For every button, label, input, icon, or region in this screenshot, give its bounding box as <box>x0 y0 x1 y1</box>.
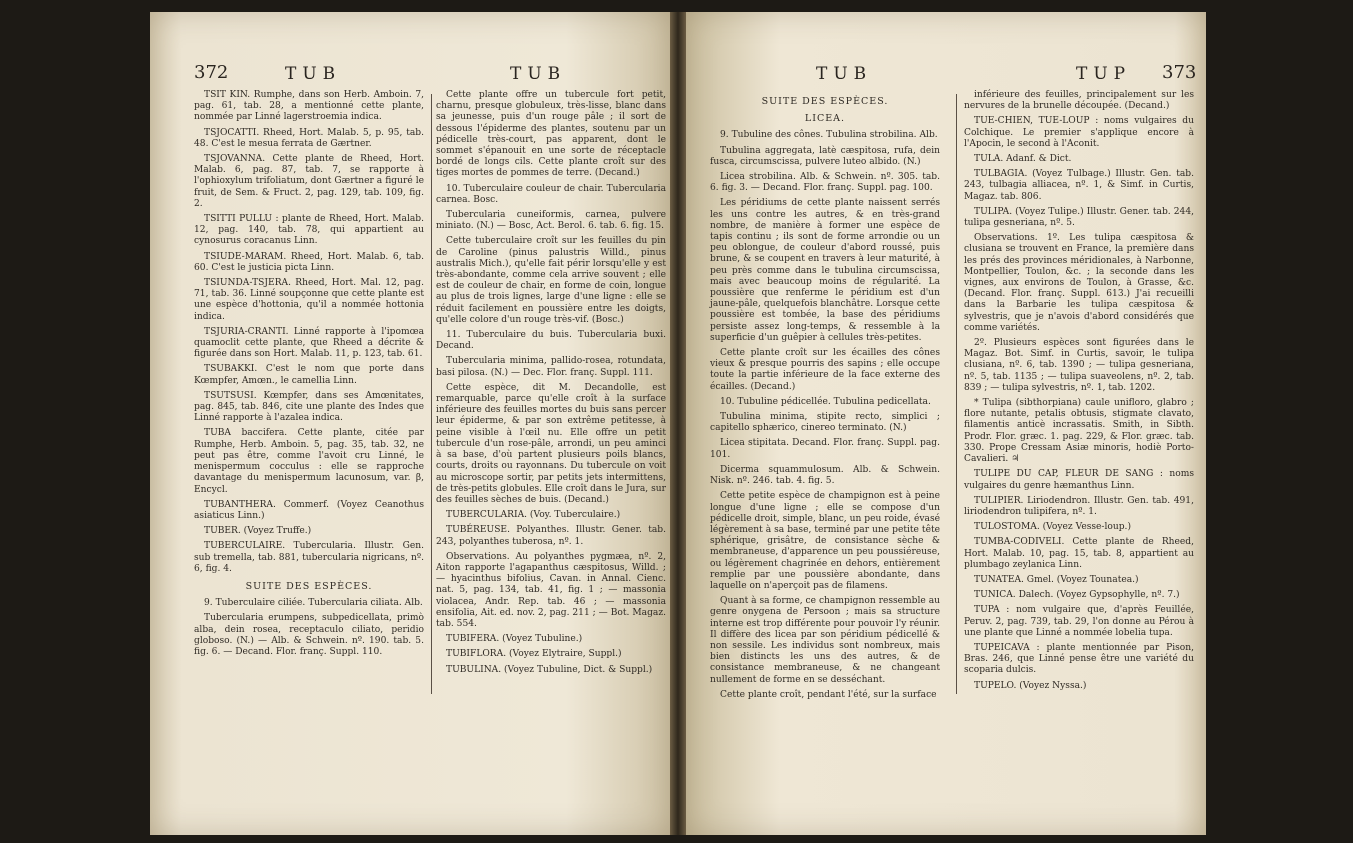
entry-paragraph: TUBA baccifera. Cette plante, citée par Rumphe, Herb. Amboin. 5, pag. 35, tab. 32, ne peut pas être, comme l'avoit cru Linné, le menispermum cocculus : elle se rapproche davantage du menispermum lacunosum, var. β, Encycl. <box>194 428 424 495</box>
entry-paragraph: TSUBAKKI. C'est le nom que porte dans Kœmpfer, Amœn., le camellia Linn. <box>194 364 424 386</box>
right-column-1 <box>710 90 940 705</box>
entry-paragraph: Tubercularia erumpens, subpedicellata, primò alba, dein rosea, receptaculo ciliato, peridio globoso. (N.) — Alb. & Schwein. nº. 190. tab. 5. fig. 6. — Decand. Flor. franç. Suppl. 110. <box>194 613 424 657</box>
entry-paragraph: Dicerma squammulosum. Alb. & Schwein. Nisk. nº. 246. tab. 4. fig. 5. <box>710 464 940 487</box>
right-page-number: 373 <box>1162 62 1197 83</box>
entry-paragraph: TUBERCULAIRE. Tubercularia. Illustr. Gen. sub tremella, tab. 881, tubercularia nigricans, nº. 6, fig. 4. <box>194 541 424 574</box>
entry-paragraph: TUBÉREUSE. Polyanthes. Illustr. Gener. tab. 243, polyanthes tuberosa, nº. 1. <box>436 525 666 547</box>
entry-paragraph: TULOSTOMA. (Voyez Vesse-loup.) <box>974 522 1131 533</box>
entry-paragraph: TUMBA-CODIVELI. Cette plante de Rheed, Hort. Malab. 10, pag. 15, tab. 8, appartient au plumbago zeylanica Linn. <box>964 537 1194 570</box>
entry-paragraph: 2º. Plusieurs espèces sont figurées dans le Magaz. Bot. Simf. in Curtis, savoir, le tulipa clusiana, nº. 6, tab. 1390 ; — tulipa gesneriana, nº. 5, tab. 1135 ; — tulipa suaveolens, nº. 2, tab. 839 ; — tulipa sylvestris, nº. 1, tab. 1202. <box>964 338 1194 393</box>
entry-paragraph: 10. Tuberculaire couleur de chair. Tubercularia carnea. Bosc. <box>436 183 666 205</box>
entry-paragraph: TUPA : nom vulgaire que, d'après Feuillée, Peruv. 2, pag. 739, tab. 29, l'on donne au Pérou à une plante que Linné a nommée lobelia tupa. <box>964 605 1194 638</box>
entry-paragraph: TUBIFERA. (Voyez Tubuline.) <box>446 634 583 645</box>
entry-paragraph: Cette tuberculaire croît sur les feuilles du pin de Caroline (pinus palustris Willd., pinus australis Mich.), qu'elle fait périr lorsqu'elle y est très-abondante, comme cela arrive souvent ; elle est de couleur de chair, en forme de coin, longue au plus de trois lignes, large d'une ligne : elle se réduit facilement en poussière entre les doigts, qu'elle colore d'un rouge très-vif. (Bosc.) <box>436 236 666 325</box>
entry-paragraph: TULA. Adanf. & Dict. <box>974 154 1072 165</box>
left-column-2 <box>436 90 666 680</box>
entry-paragraph: * Tulipa (sibthorpiana) caule unifloro, glabro ; flore nutante, petalis obtusis, stigmate clavato, filamentis anticè incrassatis. Smith, in Sibth. Prodr. Flor. græc. 1. pag. 229, & Flor. græc. tab. 330. Prope Cressam Asiæ minoris, hodiè Porto-Cavalieri. ♃ <box>964 398 1194 465</box>
entry-paragraph: Cette espèce, dit M. Decandolle, est remarquable, parce qu'elle croît à la surface inférieure des feuilles mortes du buis sans percer leur épiderme, & par son extrême petitesse, à peine visible à l'œil nu. Elle offre un petit tubercule d'un rose-pâle, arrondi, un peu aminci à sa base, d'où partent plusieurs poils blancs, courts, droits ou rayonnans. Du tubercule on voit au microscope sortir, par petits jets intermittens, de très-petits globules. Elle croît dans le Jura, sur des feuilles sèches de buis. (Decand.) <box>436 382 666 505</box>
left-page-header-col2: TUB <box>510 64 567 84</box>
entry-paragraph: TSIT KIN. Rumphe, dans son Herb. Amboin. 7, pag. 61, tab. 28, a mentionné cette plante, nommée par Linné lagerstroemia indica. <box>194 90 424 123</box>
entry-paragraph: Tubercularia cuneiformis, carnea, pulvere miniato. (N.) — Bosc, Act. Berol. 6. tab. 6. fig. 15. <box>436 210 666 232</box>
entry-paragraph: 9. Tuberculaire ciliée. Tubercularia ciliata. Alb. <box>204 598 423 609</box>
right-page-header-col2: TUP <box>1076 64 1132 84</box>
entry-paragraph: Cette plante croît sur les écailles des cônes vieux & presque pourris des sapins ; elle occupe toute la partie inférieure de la face externe des écailles. (Decand.) <box>710 348 940 392</box>
entry-paragraph: TSITTI PULLU : plante de Rheed, Hort. Malab. 12, pag. 140, tab. 78, qui appartient au cynosurus coracanus Linn. <box>194 214 424 247</box>
entry-paragraph: TUBULINA. (Voyez Tubuline, Dict. & Suppl.) <box>446 664 653 675</box>
entry-paragraph: TUBIFLORA. (Voyez Elytraire, Suppl.) <box>446 649 622 660</box>
left-page-header-col1: TUB <box>285 64 342 84</box>
entry-paragraph: Les péridiums de cette plante naissent serrés les uns contre les autres, & en très-grand nombre, de manière à former une espèce de tapis continu ; ils sont de forme arrondie ou un peu oblongue, de couleur d'abord roussé, puis brune, & se coupent en travers à leur maturité, à peu près comme dans le tubulina circumscissa, mais avec beaucoup moins de régularité. La poussière que renferme le péridium est d'un jaune-pâle, quelquefois blanchâtre. Lorsque cette poussière est tombée, la base des péridiums persiste assez long-temps, & ressemble à la superficie d'un guêpier à cellules très-petites. <box>710 198 940 343</box>
right-page <box>686 12 1206 835</box>
right-column-2 <box>964 90 1194 696</box>
entry-paragraph: TULIPA. (Voyez Tulipe.) Illustr. Gener. tab. 244, tulipa gesneriana, nº. 5. <box>964 206 1194 229</box>
entry-paragraph: Cette plante offre un tubercule fort petit, charnu, presque globuleux, très-lisse, blanc dans sa jeunesse, puis d'un rouge pâle ; il sort de dessous l'épiderme des plantes, soutenu par un pédicelle très-court, pas apparent, dont le sommet s'épanouit en une sorte de réceptacle bordé de longs cils. Cette plante croît sur des tiges mortes de pommes de terre. (Decand.) <box>436 90 666 179</box>
entry-paragraph: TUPEICAVA : plante mentionnée par Pison, Bras. 246, que Linné pense être une variété du scoparia dulcis. <box>964 642 1194 676</box>
entry-paragraph: Quant à sa forme, ce champignon ressemble au genre onygena de Persoon ; mais sa structure interne est trop différente pour pouvoir l'y réunir. Il diffère des licea par son péridium pédicellé & non sessile. Les individus sont nombreux, mais bien distincts les uns des autres, & de consistance membraneuse, & ne changeant nullement de forme en se desséchant. <box>710 596 940 685</box>
entry-paragraph: Cette petite espèce de champignon est à peine longue d'une ligne ; elle se compose d'un pédicelle droit, simple, blanc, un peu roide, évasé légèrement à sa base, terminé par une petite tête sphérique, grisâtre, de consistance sèche & membraneuse, d'apparence un peu poussiéreuse, ou légèrement chagrinée en dehors, entièrement remplie par une poussière abondante, dans laquelle on n'aperçoit pas de filamens. <box>710 491 940 591</box>
entry-paragraph: TUNATEA. Gmel. (Voyez Tounatea.) <box>974 574 1139 585</box>
entry-paragraph: TSJURIA-CRANTI. Linné rapporte à l'ipomœa quamoclit cette plante, que Rheed a décrite & figurée dans son Hort. Malab. 11, p. 123, tab. 61. <box>194 326 424 360</box>
entry-paragraph: TUNICA. Dalech. (Voyez Gypsophylle, nº. 7.) <box>974 590 1180 601</box>
entry-paragraph: TULBAGIA. (Voyez Tulbage.) Illustr. Gen. tab. 243, tulbagia alliacea, nº. 1, & Simf. in Curtis, Magaz. tab. 806. <box>964 169 1194 202</box>
column-rule <box>956 94 957 694</box>
entry-paragraph: Observations. Au polyanthes pygmæa, nº. 2, Aiton rapporte l'agapanthus cæspitosus, Willd. ; — hyacinthus bifolius, Cavan. in Annal. Cienc. nat. 5, pag. 134, tab. 41, fig. 1 ; — massonia violacea, Andr. Rep. tab. 46 ; — massonia ensifolia, Ait. ed. nov. 2, pag. 211 ; — Bot. Magaz. tab. 554. <box>436 551 666 629</box>
entry-paragraph: Licea strobilina. Alb. & Schwein. nº. 305. tab. 6. fig. 3. — Decand. Flor. franç. Suppl. pag. 100. <box>710 172 940 194</box>
entry-paragraph: Licea stipitata. Decand. Flor. franç. Suppl. pag. 101. <box>710 438 940 460</box>
entry-paragraph: 9. Tubuline des cônes. Tubulina strobilina. Alb. <box>720 130 938 141</box>
entry-paragraph: Cette plante croît, pendant l'été, sur la surface <box>720 689 937 700</box>
left-page <box>150 12 670 835</box>
book-gutter <box>670 12 686 835</box>
column-rule <box>431 94 432 694</box>
entry-paragraph: Tubulina minima, stipite recto, simplici ; capitello sphærico, cinereo terminato. (N.) <box>710 412 940 434</box>
entry-paragraph: TUPELO. (Voyez Nyssa.) <box>974 680 1087 691</box>
entry-paragraph: inférieure des feuilles, principalement sur les nervures de la brunelle découpée. (Decand.) <box>964 90 1194 112</box>
entry-paragraph: Tubulina aggregata, latè cæspitosa, rufa, dein fusca, circumscissa, pulvere luteo albido. (N.) <box>710 145 940 167</box>
entry-paragraph: TSJOCATTI. Rheed, Hort. Malab. 5, p. 95, tab. 48. C'est le mesua ferrata de Gærtner. <box>194 127 424 149</box>
entry-paragraph: TSJOVANNA. Cette plante de Rheed, Hort. Malab. 6, pag. 87, tab. 7, se rapporte à l'ophioxylum trifoliatum, dont Gærtner a figuré le fruit, de Sem. & Fruct. 2, pag. 129, tab. 109, fig. 2. <box>194 154 424 209</box>
entry-paragraph: 11. Tuberculaire du buis. Tubercularia buxi. Decand. <box>436 330 666 352</box>
entry-paragraph: TSIUNDA-TSJERA. Rheed, Hort. Mal. 12, pag. 71, tab. 36. Linné soupçonne que cette plante est une espèce d'hottonia, qu'il a nommée hottonia indica. <box>194 278 424 322</box>
entry-paragraph: Tubercularia minima, pallido-rosea, rotundata, basi pilosa. (N.) — Dec. Flor. franç. Suppl. 111. <box>436 356 666 378</box>
entry-paragraph: TUBANTHERA. Commerf. (Voyez Ceanothus asiaticus Linn.) <box>194 499 424 521</box>
section-heading: LICEA. <box>804 113 846 125</box>
left-page-number: 372 <box>194 62 229 83</box>
section-heading: SUITE DES ESPÈCES. <box>245 580 373 592</box>
entry-paragraph: 10. Tubuline pédicellée. Tubulina pedicellata. <box>720 396 931 407</box>
section-heading: SUITE DES ESPÈCES. <box>761 96 889 107</box>
entry-paragraph: TUBER. (Voyez Truffe.) <box>204 526 312 537</box>
entry-paragraph: Observations. 1º. Les tulipa cæspitosa & clusiana se trouvent en France, la première dans les prés des provinces méridionales, à Narbonne, Montpellier, Toulon, &c. ; la seconde dans les vignes, aux environs de Toulon, à Grasse, &c. (Decand. Flor. franç. Suppl. 613.) J'ai recueilli dans la Barbarie les tulipa cæspitosa & sylvestris, que je n'avois d'abord considérés que comme variétés. <box>964 233 1194 333</box>
entry-paragraph: TUBERCULARIA. (Voy. Tuberculaire.) <box>446 510 621 521</box>
entry-paragraph: TSIUDE-MARAM. Rheed, Hort. Malab. 6, tab. 60. C'est le justicia picta Linn. <box>194 251 424 273</box>
entry-paragraph: TULIPE DU CAP, FLEUR DE SANG : noms vulgaires du genre hæmanthus Linn. <box>964 469 1194 491</box>
left-column-1 <box>194 90 424 662</box>
entry-paragraph: TULIPIER. Liriodendron. Illustr. Gen. tab. 491, liriodendron tulipifera, nº. 1. <box>964 495 1194 517</box>
entry-paragraph: TUE-CHIEN, TUE-LOUP : noms vulgaires du Colchique. Le premier s'applique encore à l'Apocin, le second à l'Aconit. <box>964 116 1194 149</box>
right-page-header-col1: TUB <box>816 64 873 84</box>
entry-paragraph: TSUTSUSI. Kœmpfer, dans ses Amœnitates, pag. 845, tab. 846, cite une plante des Indes que Linné rapporte à l'azalea indica. <box>194 390 424 424</box>
